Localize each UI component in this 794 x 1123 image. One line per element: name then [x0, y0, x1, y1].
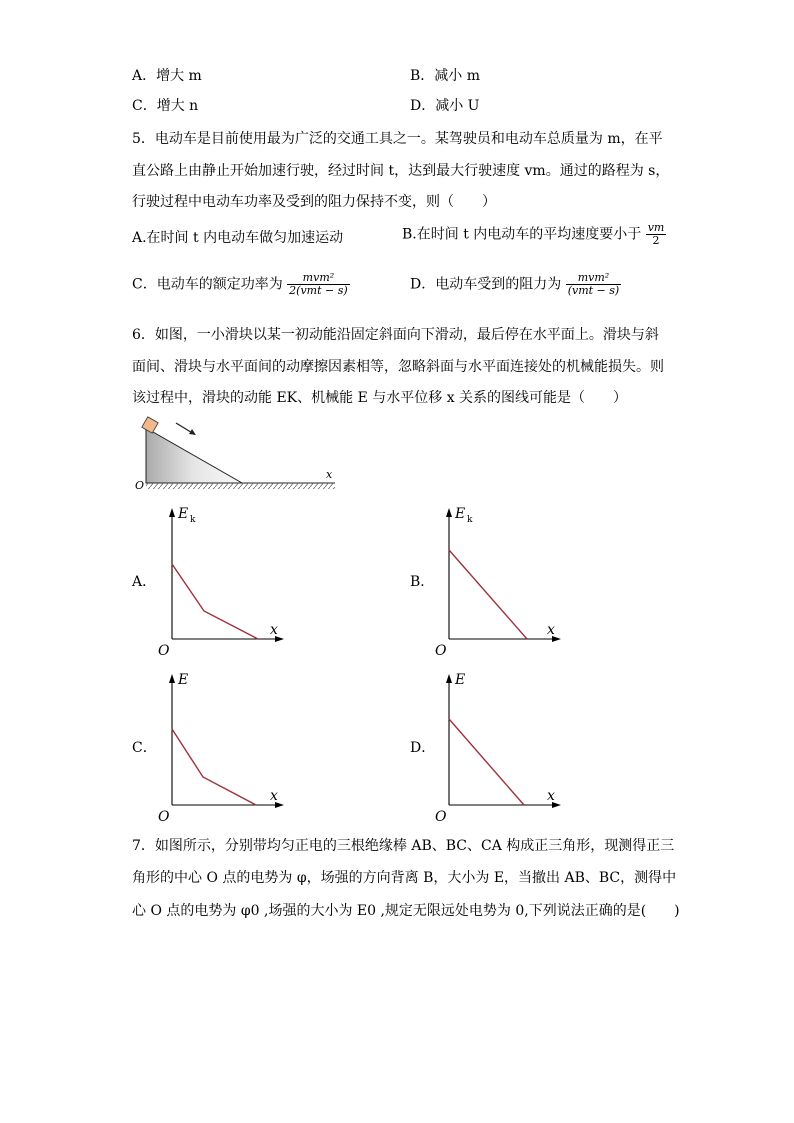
origin-label: O — [158, 643, 170, 659]
incline-wedge — [146, 428, 242, 483]
q5-stem-line-1: 5．电动车是目前使用最为广泛的交通工具之一。某驾驶员和电动车总质量为 m，在平 — [132, 131, 663, 147]
y-axis-subscript: k — [190, 515, 196, 525]
graph-b-option-label: B． — [410, 574, 435, 590]
q5-option-d-fraction — [566, 272, 622, 297]
ek-curve — [172, 564, 258, 639]
q7-stem-line-1: 7．如图所示，分别带均匀正电的三根绝缘棒 AB、BC、CA 构成正三角形，现测得正三 — [132, 838, 675, 854]
q5-stem-line-2: 直公路上由静止开始加速行驶，经过时间 t，达到最大行驶速度 vm。通过的路程为 s， — [132, 163, 670, 179]
e-curve — [449, 719, 524, 805]
x-axis-label: x — [270, 788, 278, 804]
y-axis-label: E — [455, 506, 466, 522]
q4-option-b: B．减小 m — [410, 68, 481, 84]
q5-option-b-text: B.在时间 t 内电动车的平均速度要小于 — [402, 226, 642, 243]
q7-stem-line-2: 角形的中心 O 点的电势为 φ，场强的方向背离 B，大小为 E，当撤出 AB、BC，测得中 — [132, 870, 677, 886]
origin-label: O — [158, 809, 170, 825]
fraction-denominator: 2 — [652, 234, 660, 248]
q5-option-d — [410, 272, 621, 297]
y-axis-label: E — [178, 506, 189, 522]
fraction-denominator: 2(vmt − s) — [289, 284, 348, 298]
q6-stem-line-2: 面间、滑块与水平面间的动摩擦因素相等，忽略斜面与水平面连接处的机械能损失。则 — [132, 359, 664, 375]
y-axis-arrow — [446, 674, 452, 683]
q5-option-c — [132, 272, 350, 297]
q7-stem-line-3: 心 O 点的电势为 φ0 ,场强的大小为 E0 ,规定无限远处电势为 0,下列说法正确的是( ) — [132, 903, 680, 919]
fraction-numerator: mvm² — [287, 272, 350, 285]
ek-curve — [449, 550, 527, 639]
q5-option-b — [402, 222, 666, 247]
slider-block — [142, 417, 158, 433]
origin-label: O — [435, 809, 447, 825]
graph-d — [427, 668, 587, 828]
x-axis-label: x — [270, 622, 278, 638]
graph-d-option-label: D． — [410, 740, 436, 756]
y-axis-label: E — [455, 672, 466, 688]
y-axis-arrow — [169, 508, 175, 517]
x-axis-label: x — [547, 788, 555, 804]
q5-option-b-fraction — [646, 222, 667, 247]
q6-stem-line-3: 该过程中，滑块的动能 EK、机械能 E 与水平位移 x 关系的图线可能是（ ） — [132, 390, 628, 406]
ground-hatch — [146, 483, 335, 489]
fraction-denominator: (vmt − s) — [567, 284, 620, 298]
graph-c-option-label: C． — [132, 740, 157, 756]
y-axis-subscript: k — [467, 515, 473, 525]
q5-option-a: A.在时间 t 内电动车做匀加速运动 — [132, 230, 344, 246]
q4-option-a: A．增大 m — [132, 68, 202, 84]
q4-option-c: C．增大 n — [132, 98, 199, 114]
x-axis-label: x — [547, 622, 555, 638]
figure-origin-label: O — [135, 479, 145, 492]
graph-b — [427, 502, 587, 662]
graph-c — [150, 668, 310, 828]
q6-stem-line-1: 6．如图，一小滑块以某一初动能沿固定斜面向下滑动，最后停在水平面上。滑块与斜 — [132, 327, 659, 343]
q5-stem-line-3: 行驶过程中电动车功率及受到的阻力保持不变，则（ ） — [132, 194, 496, 210]
q5-option-c-text: C．电动车的额定功率为 — [132, 276, 283, 293]
q4-option-d: D．减小 U — [410, 98, 480, 114]
y-axis-arrow — [446, 508, 452, 517]
fraction-numerator: mvm² — [566, 272, 622, 285]
figure-x-label: x — [326, 468, 333, 481]
q5-option-d-text: D．电动车受到的阻力为 — [410, 276, 562, 293]
y-axis-label: E — [178, 672, 189, 688]
y-axis-arrow — [169, 674, 175, 683]
e-curve — [172, 729, 256, 805]
q5-option-c-fraction — [287, 272, 350, 297]
fraction-numerator: vm — [647, 221, 665, 234]
origin-label: O — [435, 643, 447, 659]
graph-a-option-label: A． — [132, 574, 157, 590]
incline-figure — [130, 415, 340, 495]
